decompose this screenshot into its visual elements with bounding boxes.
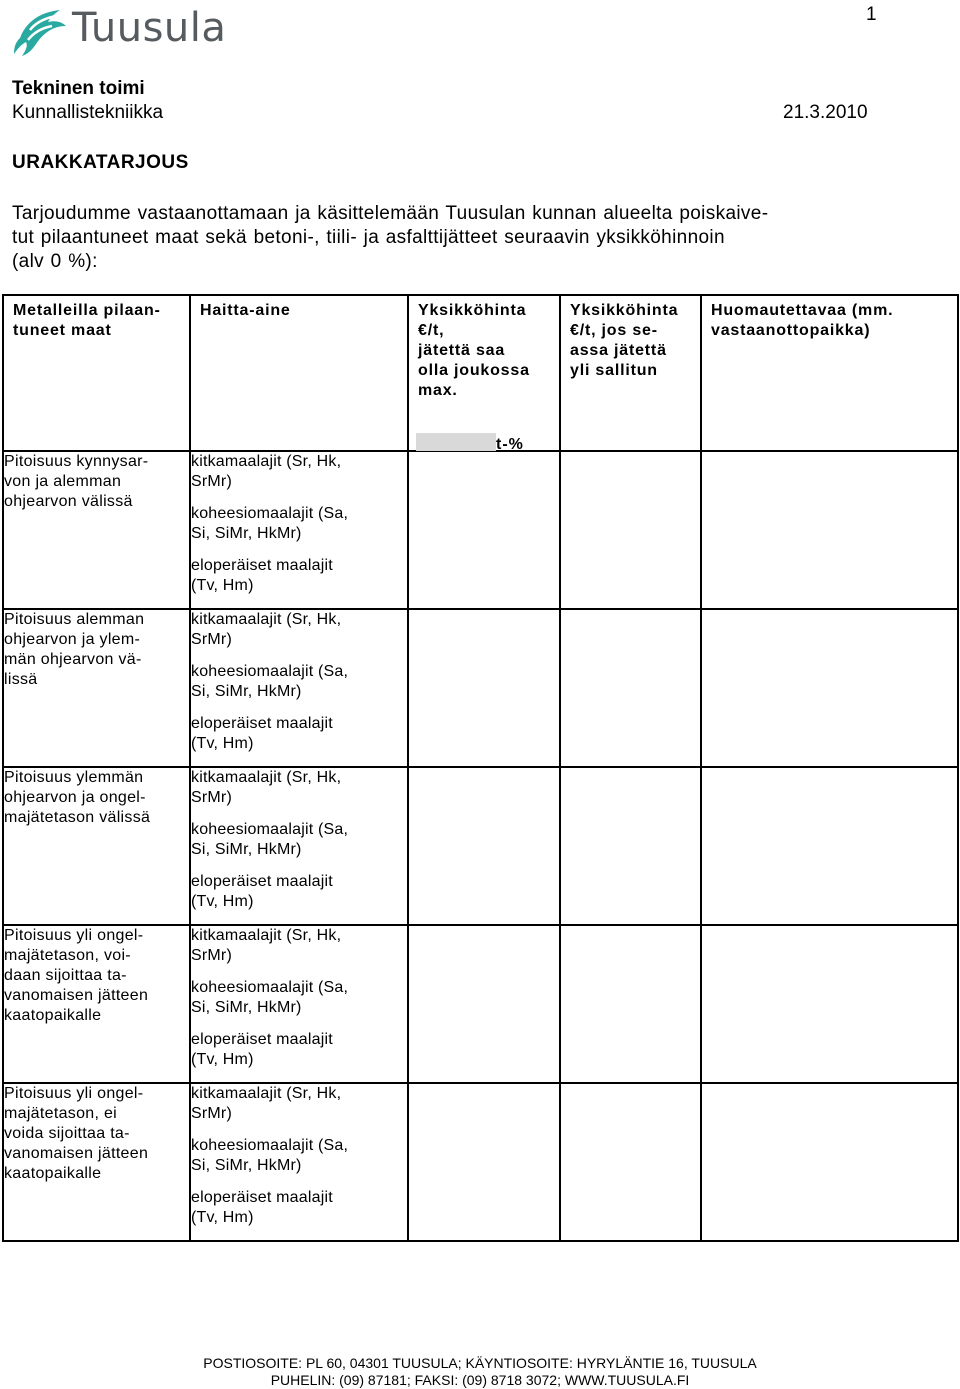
price-max-cell[interactable] bbox=[408, 1083, 560, 1241]
intro-line: tut pilaantuneet maat sekä betoni-, tiili- ja asfalttijätteet seuraavin yksikköhinnoin bbox=[12, 227, 725, 248]
soil-type-item: koheesiomaalajit (Sa, Si, SiMr, HkMr) bbox=[191, 979, 349, 1016]
table-row bbox=[3, 1083, 958, 1241]
soil-type-item: eloperäiset maalajit (Tv, Hm) bbox=[191, 557, 333, 594]
soil-type-item: eloperäiset maalajit (Tv, Hm) bbox=[191, 1031, 333, 1068]
price-over-cell[interactable] bbox=[560, 609, 701, 767]
price-max-cell[interactable] bbox=[408, 925, 560, 1083]
tuusula-logo bbox=[10, 4, 280, 60]
concentration-range-label: Pitoisuus alemman ohjearvon ja ylem- män ohjearvon vä- lissä bbox=[3, 609, 190, 767]
soil-type-item: kitkamaalajit (Sr, Hk, SrMr) bbox=[191, 453, 342, 490]
header-remarks: Huomautettavaa (mm. vastaanottopaikka) bbox=[701, 295, 958, 451]
department-name: Tekninen toimi bbox=[12, 78, 145, 99]
price-table bbox=[2, 294, 959, 1242]
header-contaminant: Haitta-aine bbox=[190, 295, 408, 451]
footer-contact: PUHELIN: (09) 87181; FAKSI: (09) 8718 3072; WWW.TUUSULA.FI bbox=[270, 1372, 690, 1388]
table-header-row bbox=[3, 295, 958, 451]
price-over-cell[interactable] bbox=[560, 767, 701, 925]
price-over-cell[interactable] bbox=[560, 451, 701, 609]
price-over-cell[interactable] bbox=[560, 925, 701, 1083]
remarks-cell[interactable] bbox=[701, 451, 958, 609]
remarks-cell[interactable] bbox=[701, 1083, 958, 1241]
remarks-cell[interactable] bbox=[701, 609, 958, 767]
soil-type-list bbox=[190, 1083, 408, 1241]
footer-address: POSTIOSOITE: PL 60, 04301 TUUSULA; KÄYNTIOSOITE: HYRYLÄNTIE 16, TUUSULA bbox=[203, 1355, 757, 1371]
soil-type-item: eloperäiset maalajit (Tv, Hm) bbox=[191, 873, 333, 910]
remarks-cell[interactable] bbox=[701, 767, 958, 925]
price-over-cell[interactable] bbox=[560, 1083, 701, 1241]
soil-type-item: koheesiomaalajit (Sa, Si, SiMr, HkMr) bbox=[191, 505, 349, 542]
intro-line: (alv 0 %): bbox=[12, 251, 98, 272]
header-contaminated-soils: Metalleilla pilaan- tuneet maat bbox=[3, 295, 190, 451]
page-number: 1 bbox=[866, 4, 877, 25]
concentration-range-label: Pitoisuus kynnysar- von ja alemman ohjearvon välissä bbox=[3, 451, 190, 609]
header-unit-price-over: Yksikköhinta €/t, jos se- assa jätettä yli sallitun bbox=[560, 295, 701, 451]
intro-line: Tarjoudumme vastaanottamaan ja käsittelemään Tuusulan kunnan alueelta poiskaive- bbox=[12, 203, 769, 224]
document-date: 21.3.2010 bbox=[783, 102, 868, 123]
document-title: URAKKATARJOUS bbox=[12, 152, 189, 173]
concentration-range-label: Pitoisuus yli ongel- majätetason, ei voida sijoittaa ta- vanomaisen jätteen kaatopaikalle bbox=[3, 1083, 190, 1241]
soil-type-list bbox=[190, 767, 408, 925]
soil-type-item: koheesiomaalajit (Sa, Si, SiMr, HkMr) bbox=[191, 1137, 349, 1174]
soil-type-list bbox=[190, 925, 408, 1083]
price-max-cell[interactable] bbox=[408, 767, 560, 925]
soil-type-item: eloperäiset maalajit (Tv, Hm) bbox=[191, 715, 333, 752]
intro-paragraph bbox=[12, 202, 892, 274]
soil-type-item: eloperäiset maalajit (Tv, Hm) bbox=[191, 1189, 333, 1226]
soil-type-item: kitkamaalajit (Sr, Hk, SrMr) bbox=[191, 1085, 342, 1122]
table-row bbox=[3, 925, 958, 1083]
unit-name: Kunnallistekniikka bbox=[12, 102, 164, 123]
concentration-range-label: Pitoisuus ylemmän ohjearvon ja ongel- majätetason välissä bbox=[3, 767, 190, 925]
remarks-cell[interactable] bbox=[701, 925, 958, 1083]
table-row bbox=[3, 451, 958, 609]
table-row bbox=[3, 609, 958, 767]
concentration-range-label: Pitoisuus yli ongel- majätetason, voi- daan sijoittaa ta- vanomaisen jätteen kaatopaikalle bbox=[3, 925, 190, 1083]
percentage-blank[interactable] bbox=[416, 433, 496, 452]
table-row bbox=[3, 767, 958, 925]
soil-type-item: koheesiomaalajit (Sa, Si, SiMr, HkMr) bbox=[191, 663, 349, 700]
soil-type-item: koheesiomaalajit (Sa, Si, SiMr, HkMr) bbox=[191, 821, 349, 858]
soil-type-item: kitkamaalajit (Sr, Hk, SrMr) bbox=[191, 769, 342, 806]
soil-type-list bbox=[190, 609, 408, 767]
soil-type-list bbox=[190, 451, 408, 609]
logo-wordmark: Tuusula bbox=[72, 5, 227, 51]
tuusula-bird-logo-icon bbox=[10, 4, 70, 60]
soil-type-item: kitkamaalajit (Sr, Hk, SrMr) bbox=[191, 611, 342, 648]
price-max-cell[interactable] bbox=[408, 451, 560, 609]
waste-percentage-field[interactable]: t-% bbox=[416, 433, 524, 455]
price-max-cell[interactable] bbox=[408, 609, 560, 767]
soil-type-item: kitkamaalajit (Sr, Hk, SrMr) bbox=[191, 927, 342, 964]
header-unit-price-max: Yksikköhinta €/t, jätettä saa olla joukossa max. t-% bbox=[408, 295, 560, 451]
